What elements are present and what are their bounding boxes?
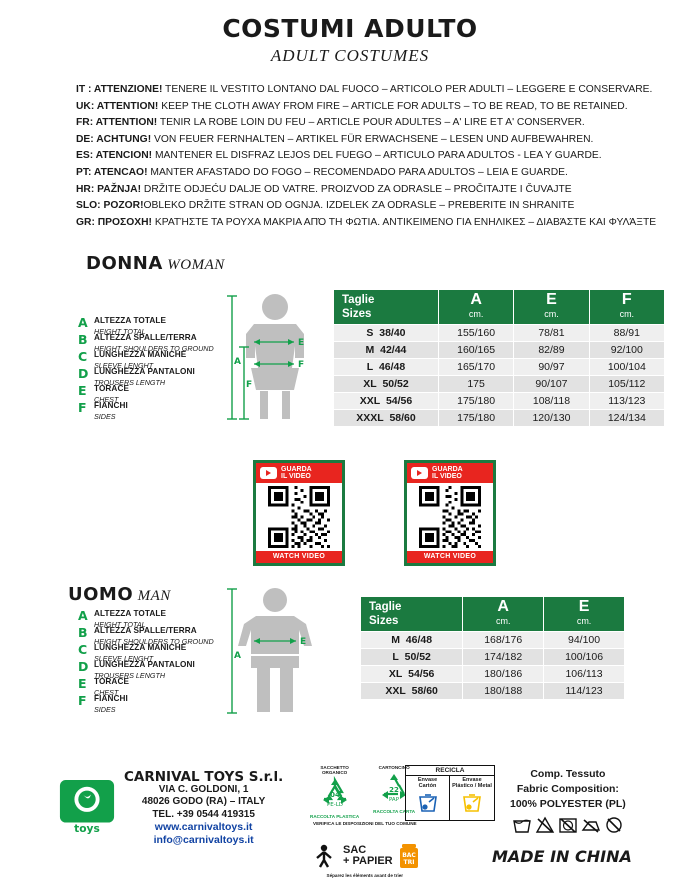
no-dry-clean-icon <box>604 816 624 834</box>
cell-size: S 38/40 <box>334 325 439 342</box>
cell-value: 155/160 <box>438 325 513 342</box>
cell-value: 106/113 <box>544 666 625 683</box>
legend-letter-E: E <box>78 383 87 398</box>
table-row <box>334 393 665 410</box>
bin-carton-icon <box>416 789 440 813</box>
cell-value: 120/130 <box>514 410 589 427</box>
cell-value: 175/180 <box>438 393 513 410</box>
cell-size: L 50/52 <box>361 649 463 666</box>
svg-text:F: F <box>246 380 253 390</box>
table-row <box>361 649 625 666</box>
address-line-3: TEL. +39 0544 419315 <box>152 808 255 820</box>
legend-row-E <box>78 385 214 402</box>
qr-block-1[interactable] <box>253 460 345 566</box>
legend-row-F <box>78 402 214 419</box>
legend-letter-B: B <box>78 332 88 347</box>
warning-line-5: PT: ATENCAO! MANTER AFASTADO DO FOGO – RECOMENDADO PARA ADULTOS – LEIA E GUARDE. <box>76 166 568 178</box>
svg-text:22: 22 <box>389 786 400 794</box>
no-bleach-icon <box>535 816 555 834</box>
svg-text:E: E <box>298 338 305 348</box>
woman-measure-legend <box>78 317 214 419</box>
qr-top-text-1: GUARDA IL VIDEO <box>281 465 312 480</box>
composition-line-1: Comp. Tessuto <box>530 768 606 780</box>
table-row <box>334 359 665 376</box>
address-line-1: VIA C. GOLDONI, 1 <box>158 783 249 795</box>
cell-value: 90/107 <box>514 376 589 393</box>
legend-letter-F: F <box>78 693 87 708</box>
legend-row-F <box>78 695 214 712</box>
legend-text-D: LUNGHEZZA PANTALONI TROUSERS LENGTH <box>94 367 195 387</box>
man-heading-it: UOMO <box>68 584 134 605</box>
table-header-A: A cm. <box>438 290 513 325</box>
svg-text:PAP: PAP <box>389 797 400 803</box>
warning-line-2: FR: ATTENTION! TENIR LA ROBE LOIN DU FEU – ARTICLE POUR ADULTES – A' LIRE ET A' CONSERVER. <box>76 117 585 129</box>
qr-top-banner-1 <box>256 463 342 483</box>
legend-letter-D: D <box>78 366 89 381</box>
table-header-F: F cm. <box>589 290 664 325</box>
table-header-sizes: Taglie Sizes <box>334 290 439 325</box>
cell-value: 94/100 <box>544 632 625 649</box>
no-tumble-dry-icon <box>558 816 578 834</box>
legend-row-C <box>78 351 214 368</box>
qr-top-text-2: GUARDA IL VIDEO <box>432 465 463 480</box>
table-header-E: E cm. <box>544 597 625 632</box>
cell-value: 105/112 <box>589 376 664 393</box>
cell-value: 92/100 <box>589 342 664 359</box>
svg-text:toys: toys <box>74 821 100 835</box>
triman-note: Séparez les éléments avant de trier <box>326 873 404 878</box>
cell-value: 100/106 <box>544 649 625 666</box>
man-sizes-table <box>360 596 625 700</box>
warning-line-1: UK: ATTENTION! KEEP THE CLOTH AWAY FROM FIRE – ARTICLE FOR ADULTS – TO BE READ, TO BE RETAINED. <box>76 100 628 112</box>
recycle-label-0: SACCHETTO ORGANICO <box>320 765 349 775</box>
man-heading-en: MAN <box>137 588 171 604</box>
table-row <box>361 632 625 649</box>
bin-plastic-icon <box>460 789 484 813</box>
legend-row-E <box>78 678 214 695</box>
legend-text-A: ALTEZZA TOTALE HEIGHT TOTAL <box>94 316 167 336</box>
warning-line-7: SLO: POZOR!OBLEKO DRŽITE STRAN OD OGNJA. IZDELEK ZA ODRASLE – PREBERITE IN SHRANITE <box>76 200 575 212</box>
legend-letter-A: A <box>78 315 88 330</box>
cell-value: 82/89 <box>514 342 589 359</box>
qr-bottom-text-2: WATCH VIDEO <box>407 551 493 563</box>
composition-line-2: Fabric Composition: <box>516 783 619 795</box>
recycle-note-1: RACCOLTA PLASTICA <box>310 814 360 819</box>
table-row <box>361 666 625 683</box>
woman-heading-it: DONNA <box>86 253 163 275</box>
svg-text:E: E <box>300 637 307 647</box>
cell-value: 113/123 <box>589 393 664 410</box>
cell-size: XXL 54/56 <box>334 393 439 410</box>
cell-value: 174/182 <box>463 649 544 666</box>
warning-line-6: HR: PAŽNJA! DRŽITE ODJEĆU DALJE OD VATRE. PROIZVOD ZA ODRASLE – PROČITAJTE I ČUVAJTE <box>76 183 572 195</box>
svg-text:F: F <box>298 360 305 370</box>
fabric-composition-block <box>510 767 626 834</box>
legend-text-A: ALTEZZA TOTALE HEIGHT TOTAL <box>94 609 167 629</box>
man-figure <box>218 586 328 721</box>
legend-letter-D: D <box>78 659 89 674</box>
legend-letter-A: A <box>78 608 88 623</box>
cell-size: XL 50/52 <box>334 376 439 393</box>
warning-line-4: ES: ATENCION! MANTENER EL DISFRAZ LEJOS DEL FUEGO – ARTICULO PARA ADULTOS - LEA Y GUARDE. <box>76 150 602 162</box>
cell-value: 165/170 <box>438 359 513 376</box>
cell-size: M 46/48 <box>361 632 463 649</box>
table-row <box>334 342 665 359</box>
legend-letter-F: F <box>78 400 87 415</box>
email-link[interactable]: info@carnivaltoys.it <box>153 833 254 846</box>
made-in-label: MADE IN CHINA <box>492 847 632 866</box>
cell-value: 180/186 <box>463 666 544 683</box>
svg-text:A: A <box>234 651 241 661</box>
legend-text-F: FIANCHI SIDES <box>94 694 128 714</box>
svg-text:BAC: BAC <box>401 852 416 859</box>
cell-value: 124/134 <box>589 410 664 427</box>
cell-value: 114/123 <box>544 683 625 700</box>
woman-section-heading <box>86 253 682 274</box>
table-header-A: A cm. <box>463 597 544 632</box>
care-symbols <box>510 816 626 834</box>
page-subtitle: ADULT COSTUMES <box>270 46 430 65</box>
table-header-E: E cm. <box>514 290 589 325</box>
cell-size: XL 54/56 <box>361 666 463 683</box>
address-line-2: 48026 GODO (RA) – ITALY <box>141 796 266 807</box>
cell-value: 88/91 <box>589 325 664 342</box>
table-header-sizes: Taglie Sizes <box>361 597 463 632</box>
svg-text:04: 04 <box>329 791 340 799</box>
legend-row-D <box>78 368 214 385</box>
cell-value: 168/176 <box>463 632 544 649</box>
triman-block <box>310 842 420 870</box>
woman-sizes-table <box>333 289 665 427</box>
qr-block-2[interactable] <box>404 460 496 566</box>
legend-letter-C: C <box>78 642 88 657</box>
no-iron-icon <box>581 816 601 834</box>
man-section-heading <box>68 584 171 605</box>
qr-code-image-2 <box>407 483 493 551</box>
wash-icon <box>512 816 532 834</box>
svg-text:A: A <box>234 357 241 367</box>
cell-value: 108/118 <box>514 393 589 410</box>
woman-heading-en: WOMAN <box>167 257 225 274</box>
legend-row-B <box>78 627 214 644</box>
cell-value: 100/104 <box>589 359 664 376</box>
recycle-item-0 <box>310 765 359 819</box>
svg-text:PE-LD: PE-LD <box>326 802 343 808</box>
recicla-plastico: Envase Plástico / Metal <box>450 776 494 820</box>
composition-line-3: 100% POLYESTER (PL) <box>510 798 626 810</box>
document-page <box>0 14 700 883</box>
sac-papier-label: SAC + PAPIER <box>343 844 393 867</box>
legend-row-C <box>78 644 214 661</box>
carnival-toys-logo <box>58 778 116 840</box>
legend-text-C: LUNGHEZZA MANICHE SLEEVE LENGHT <box>94 643 187 663</box>
company-address <box>124 771 283 846</box>
brand-block <box>58 771 283 846</box>
recicla-title: RECICLA <box>406 766 494 776</box>
cell-size: XXL 58/60 <box>361 683 463 700</box>
legend-letter-E: E <box>78 676 87 691</box>
recycle-note-3: VERIFICA LE DISPOSIZIONI DEL TUO COMUNE <box>313 821 417 826</box>
cell-value: 175 <box>438 376 513 393</box>
recycle-note-2: RACCOLTA CARTA <box>373 809 416 814</box>
company-name: CARNIVAL TOYS S.r.l. <box>124 769 284 785</box>
table-row <box>334 325 665 342</box>
svg-text:TRI: TRI <box>403 859 415 866</box>
recicla-carton: Envase Cartón <box>406 776 450 820</box>
legend-letter-C: C <box>78 349 88 364</box>
youtube-icon <box>411 467 428 479</box>
legend-letter-B: B <box>78 625 88 640</box>
table-row <box>334 410 665 427</box>
recycle-label-1: CARTONCINO <box>378 765 410 770</box>
cell-value: 175/180 <box>438 410 513 427</box>
triman-icon <box>310 842 338 870</box>
recicla-block <box>405 765 495 821</box>
legend-row-B <box>78 334 214 351</box>
recycling-block <box>310 765 420 878</box>
woman-figure <box>218 292 328 427</box>
legend-text-D: LUNGHEZZA PANTALONI TROUSERS LENGTH <box>94 660 195 680</box>
legend-row-A <box>78 317 214 334</box>
warnings-block <box>76 82 657 231</box>
website-link[interactable]: www.carnivaltoys.it <box>154 821 253 833</box>
cell-size: M 42/44 <box>334 342 439 359</box>
cell-value: 160/165 <box>438 342 513 359</box>
qr-top-banner-2 <box>407 463 493 483</box>
qr-bottom-text-1: WATCH VIDEO <box>256 551 342 563</box>
cell-size: L 46/48 <box>334 359 439 376</box>
cell-value: 180/188 <box>463 683 544 700</box>
warning-line-8: GR: ΠΡΟΣΟΧΗ! ΚΡΑΤΉΣΤΕ ΤΑ ΡΟΥΧΑ ΜΑΚΡΙΑ ΑΠΌ ΤΗ ΦΩΤΙΑ. ΑΝΤΙΚΕΙΜΕΝΟ ΓΙΑ ΕΝΗΛΙΚΕΣ – ΔΙΑΒΆΣΤΕ ΚΑΙ ΦΥΛΆΞΤΕ <box>76 216 657 228</box>
bac-tri-icon <box>398 842 420 870</box>
legend-text-B: ALTEZZA SPALLE/TERRA HEIGHT SHOULDERS TO GROUND <box>94 626 214 646</box>
legend-row-D <box>78 661 214 678</box>
legend-row-A <box>78 610 214 627</box>
recycle-triangle-icon-0 <box>318 775 352 809</box>
page-title: COSTUMI ADULTO <box>222 14 478 43</box>
legend-text-E: TORACE CHEST <box>94 384 130 404</box>
cell-value: 90/97 <box>514 359 589 376</box>
warning-line-0: IT : ATTENZIONE! TENERE IL VESTITO LONTANO DAL FUOCO – ARTICOLO PER ADULTI – LEGGERE E CONSERVARE. <box>76 84 653 95</box>
youtube-icon <box>260 467 277 479</box>
table-row <box>334 376 665 393</box>
legend-text-C: LUNGHEZZA MANICHE SLEEVE LENGHT <box>94 350 187 370</box>
legend-text-E: TORACE CHEST <box>94 677 130 697</box>
cell-value: 78/81 <box>514 325 589 342</box>
warning-line-3: DE: ACHTUNG! VON FEUER FERNHALTEN – ARTIKEL FÜR ERWACHSENE – LESEN UND AUFBEWAHREN. <box>76 133 594 145</box>
cell-size: XXXL 58/60 <box>334 410 439 427</box>
legend-text-F: FIANCHI SIDES <box>94 401 128 421</box>
man-measure-legend <box>78 610 214 712</box>
table-row <box>361 683 625 700</box>
legend-text-B: ALTEZZA SPALLE/TERRA HEIGHT SHOULDERS TO GROUND <box>94 333 214 353</box>
qr-code-image-1 <box>256 483 342 551</box>
